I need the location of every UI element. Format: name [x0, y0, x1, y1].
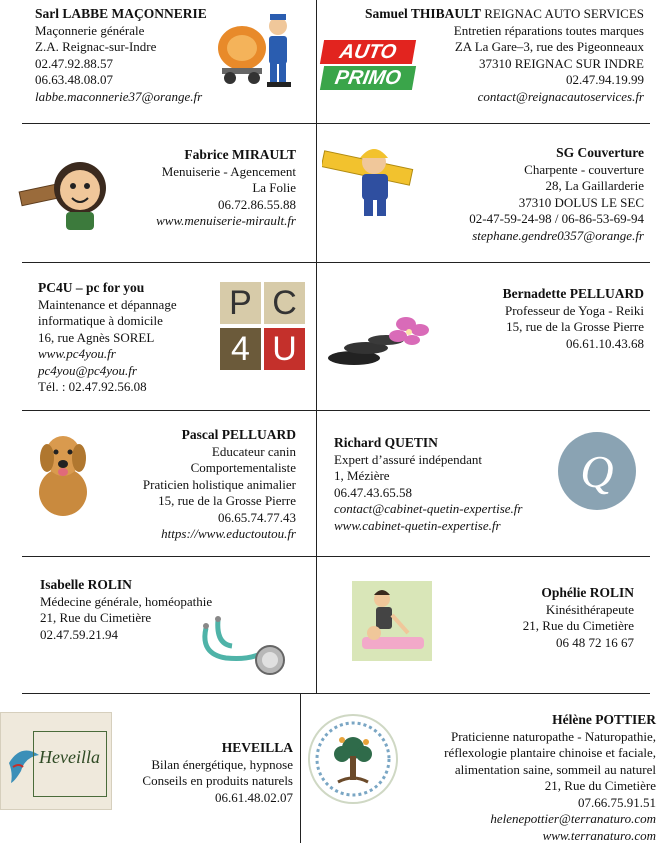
divider-col-upper — [316, 0, 317, 693]
card-quetin — [334, 435, 522, 534]
mason-cartoon-icon — [212, 8, 304, 88]
card-sg-line-4: 02-47-59-24-98 / 06-86-53-69-94 — [469, 211, 644, 226]
card-labbe-line-1: Maçonnerie générale — [35, 22, 145, 38]
card-thibault-line-2: ZA La Gare–3, rue des Pigeonneaux — [454, 39, 644, 54]
card-pottier — [444, 712, 656, 844]
card-mirault-name: Fabrice MIRAULT — [184, 147, 296, 162]
card-pc4u-line-3: 16, rue Agnès SOREL — [38, 329, 155, 345]
card-pascal-name: Pascal PELLUARD — [181, 427, 296, 442]
card-heveilla-line-1: Bilan énergétique, hypnose — [151, 756, 293, 772]
card-labbe-name: Sarl LABBE MAÇONNERIE — [35, 6, 207, 21]
card-labbe — [35, 6, 207, 105]
autoprimo-logo-top: AUTO — [320, 40, 416, 64]
card-bernadette-line-1: Professeur de Yoga - Reiki — [504, 302, 644, 318]
card-isabelle-line-1: Médecine générale, homéopathie — [40, 593, 213, 609]
card-mirault-web[interactable]: www.menuiserie-mirault.fr — [156, 213, 296, 228]
card-pottier-line-5: 07.66.75.91.51 — [578, 794, 656, 810]
card-quetin-email[interactable]: contact@cabinet-quetin-expertise.fr — [334, 501, 523, 516]
card-pc4u-email[interactable]: pc4you@pc4you.fr — [38, 362, 137, 378]
card-pottier-email[interactable]: helenepottier@terranaturo.com — [490, 811, 656, 826]
card-mirault — [156, 147, 296, 230]
card-pascal — [143, 427, 296, 543]
card-sg-email[interactable]: stephane.gendre0357@orange.fr — [472, 227, 644, 243]
card-pottier-line-1: Praticienne naturopathe - Naturopathie, — [450, 728, 656, 744]
card-isabelle — [40, 577, 212, 643]
heveilla-logo-text: Heveilla — [39, 747, 100, 767]
card-labbe-line-4: 06.63.48.08.07 — [35, 72, 113, 87]
card-bernadette-line-3: 06.61.10.43.68 — [566, 335, 644, 351]
divider-row-1 — [22, 123, 650, 124]
card-pottier-line-3: alimentation saine, sommeil au naturel — [454, 761, 656, 777]
card-heveilla-line-2: Conseils en produits naturels — [142, 773, 293, 788]
card-mirault-line-3: 06.72.86.55.88 — [218, 196, 296, 212]
card-mirault-line-1: Menuiserie - Agencement — [161, 163, 296, 179]
card-pascal-line-1: Educateur canin — [211, 443, 296, 459]
quetin-logo-letter: Q — [580, 445, 614, 497]
card-pottier-line-4: 21, Rue du Cimetière — [544, 778, 656, 793]
stethoscope-icon — [196, 614, 292, 684]
card-bernadette-name: Bernadette PELLUARD — [502, 286, 644, 301]
card-pottier-name: Hélène POTTIER — [552, 712, 656, 727]
autoprimo-logo-bottom: PRIMO — [320, 66, 416, 90]
card-pascal-line-4: 15, rue de la Grosse Pierre — [158, 493, 296, 508]
pc4u-logo — [220, 282, 305, 370]
card-bernadette-line-2: 15, rue de la Grosse Pierre — [506, 319, 644, 334]
card-pc4u-line-1: Maintenance et dépannage — [38, 296, 177, 312]
card-heveilla-line-3: 06.61.48.02.07 — [215, 789, 293, 805]
card-pascal-line-3: Praticien holistique animalier — [142, 476, 296, 492]
card-mirault-line-2: La Folie — [252, 180, 296, 195]
card-pc4u-name: PC4U – pc for you — [38, 280, 145, 295]
card-pascal-line-5: 06.65.74.77.43 — [218, 509, 296, 525]
card-ophelie-line-3: 06 48 72 16 67 — [556, 634, 634, 650]
card-quetin-name: Richard QUETIN — [334, 435, 438, 450]
terranaturo-tree-logo-icon — [306, 712, 400, 806]
card-thibault-line-3: 37310 REIGNAC SUR INDRE — [478, 55, 644, 71]
card-heveilla — [142, 740, 293, 806]
card-ophelie-name: Ophélie ROLIN — [541, 585, 634, 600]
card-pottier-web[interactable]: www.terranaturo.com — [542, 827, 656, 843]
card-labbe-line-2: Z.A. Reignac-sur-Indre — [35, 39, 157, 54]
card-isabelle-line-2: 21, Rue du Cimetière — [40, 610, 152, 625]
card-ophelie-line-1: Kinésithérapeute — [545, 601, 634, 617]
card-sg-name: SG Couverture — [556, 145, 644, 160]
dog-photo-icon — [36, 428, 90, 518]
divider-row-5 — [22, 693, 650, 694]
card-quetin-line-3: 06.47.43.65.58 — [334, 484, 412, 500]
card-quetin-web[interactable]: www.cabinet-quetin-expertise.fr — [334, 517, 501, 533]
card-pc4u-line-2: informatique à domicile — [38, 313, 163, 328]
card-ophelie — [523, 585, 634, 651]
roofer-cartoon-icon — [322, 136, 414, 218]
card-quetin-line-2: 1, Mézière — [334, 468, 390, 483]
card-thibault-line-4: 02.47.94.19.99 — [566, 72, 644, 87]
divider-row-3 — [22, 410, 650, 411]
card-pc4u-phone: Tél. : 02.47.92.56.08 — [38, 379, 147, 394]
card-labbe-line-3: 02.47.92.88.57 — [35, 55, 113, 71]
card-pottier-line-2: réflexologie plantaire chinoise et faciale, — [444, 745, 656, 760]
card-labbe-email[interactable]: labbe.maconnerie37@orange.fr — [35, 88, 203, 104]
pc4u-logo-u: U — [264, 328, 305, 370]
pc4u-logo-c: C — [264, 282, 305, 324]
card-sg-line-3: 37310 DOLUS LE SEC — [518, 194, 644, 210]
orchid-stones-icon — [326, 308, 436, 372]
card-pascal-web[interactable]: https://www.eductoutou.fr — [161, 526, 296, 541]
card-sg — [469, 145, 644, 244]
card-thibault-line-1: Entretien réparations toutes marques — [453, 22, 644, 38]
card-isabelle-line-3: 02.47.59.21.94 — [40, 626, 118, 642]
quetin-logo — [558, 432, 636, 510]
card-heveilla-name: HEVEILLA — [221, 740, 293, 755]
divider-row-2 — [22, 262, 650, 263]
autoprimo-logo — [322, 40, 414, 90]
card-sg-line-1: Charpente - couverture — [524, 161, 644, 177]
card-sg-line-2: 28, La Gaillarderie — [545, 178, 644, 193]
card-thibault-email[interactable]: contact@reignacautoservices.fr — [477, 88, 644, 104]
divider-col-lower — [300, 693, 301, 843]
carpenter-cartoon-icon — [18, 150, 110, 232]
card-quetin-line-1: Expert d’assuré indépendant — [334, 451, 483, 467]
card-thibault-company: REIGNAC AUTO SERVICES — [480, 6, 644, 21]
card-bernadette — [503, 286, 644, 352]
massage-illustration-icon — [352, 581, 432, 661]
card-thibault-name: Samuel THIBAULT — [365, 6, 481, 21]
card-isabelle-name: Isabelle ROLIN — [40, 577, 132, 592]
card-pc4u-web[interactable]: www.pc4you.fr — [38, 346, 116, 361]
pc4u-logo-4: 4 — [220, 328, 261, 370]
heveilla-logo — [0, 712, 112, 810]
card-ophelie-line-2: 21, Rue du Cimetière — [522, 618, 634, 633]
card-pascal-line-2: Comportementaliste — [190, 460, 296, 475]
pc4u-logo-p: P — [220, 282, 261, 324]
card-pc4u — [38, 280, 177, 396]
divider-row-4 — [22, 556, 650, 557]
